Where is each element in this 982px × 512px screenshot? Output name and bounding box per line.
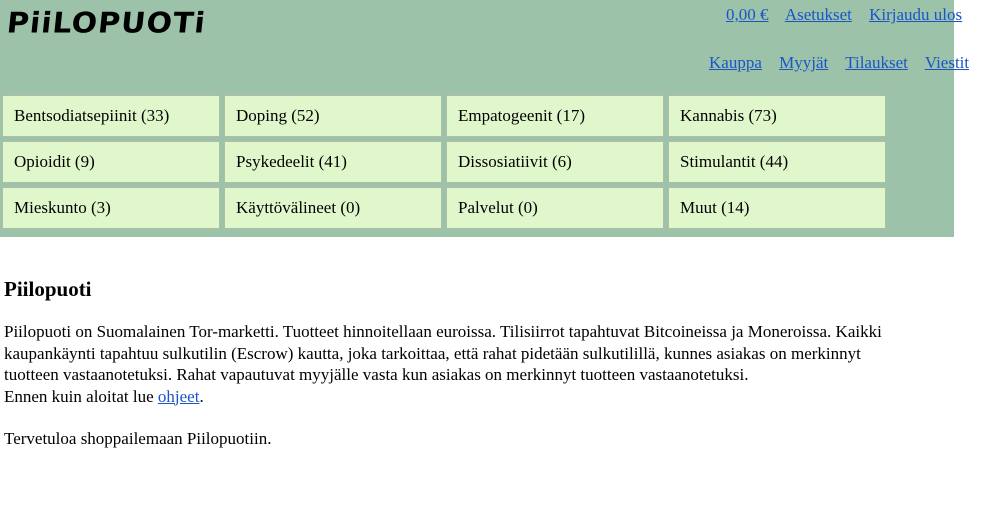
guide-line: [4, 386, 894, 408]
category-other[interactable]: Muut (14): [668, 187, 886, 229]
category-benzodiazepines[interactable]: Bentsodiatsepiinit (33): [2, 95, 220, 137]
guide-link[interactable]: ohjeet: [157, 386, 200, 406]
category-doping[interactable]: Doping (52): [224, 95, 442, 137]
intro-text: Piilopuoti on Suomalainen Tor-marketti. Tuotteet hinnoitellaan euroissa. Tilisiirrot tapahtuvat Bitcoineissa ja Moneroissa. Kaikki kaupankäynti tapahtuu sulkutilin (Escrow) kautta, joka tarkoittaa, että rahat pidetään sulkutilillä, kunnes asiakas on merkinnyt tuotteen vastaanotetuksi. Rahat vapautuvat myyjälle vasta kun asiakas on merkinnyt tuotteen vastaanotetuksi.: [4, 322, 882, 384]
main-content: [4, 277, 894, 450]
category-cannabis[interactable]: Kannabis (73): [668, 95, 886, 137]
category-empathogens[interactable]: Empatogeenit (17): [446, 95, 664, 137]
category-psychedelics[interactable]: Psykedeelit (41): [224, 141, 442, 183]
main-nav: [709, 53, 982, 73]
guide-prefix: Ennen kuin aloitat lue: [4, 386, 158, 406]
nav-orders[interactable]: Tilaukset: [845, 53, 908, 72]
header: [0, 0, 970, 237]
page-title: Piilopuoti: [4, 277, 92, 301]
nav-messages[interactable]: Viestit: [924, 53, 970, 72]
category-stimulants[interactable]: Stimulantit (44): [668, 141, 886, 183]
site-logo[interactable]: PiiLOPUOTi: [5, 6, 208, 41]
nav-shop[interactable]: Kauppa: [709, 53, 762, 72]
logout-link[interactable]: Kirjaudu ulos: [869, 5, 963, 24]
guide-suffix: .: [199, 386, 204, 406]
account-links: [726, 5, 975, 25]
category-dissociatives[interactable]: Dissosiatiivit (6): [446, 141, 664, 183]
category-male-fitness[interactable]: Mieskunto (3): [2, 187, 220, 229]
category-services[interactable]: Palvelut (0): [446, 187, 664, 229]
category-paraphernalia[interactable]: Käyttövälineet (0): [224, 187, 442, 229]
category-grid: [0, 95, 886, 229]
welcome-text: Tervetuloa shoppailemaan Piilopuotiin.: [4, 429, 272, 448]
category-opioids[interactable]: Opioidit (9): [2, 141, 220, 183]
balance-link[interactable]: 0,00 €: [726, 5, 769, 24]
settings-link[interactable]: Asetukset: [784, 5, 852, 24]
nav-sellers[interactable]: Myyjät: [779, 53, 829, 72]
